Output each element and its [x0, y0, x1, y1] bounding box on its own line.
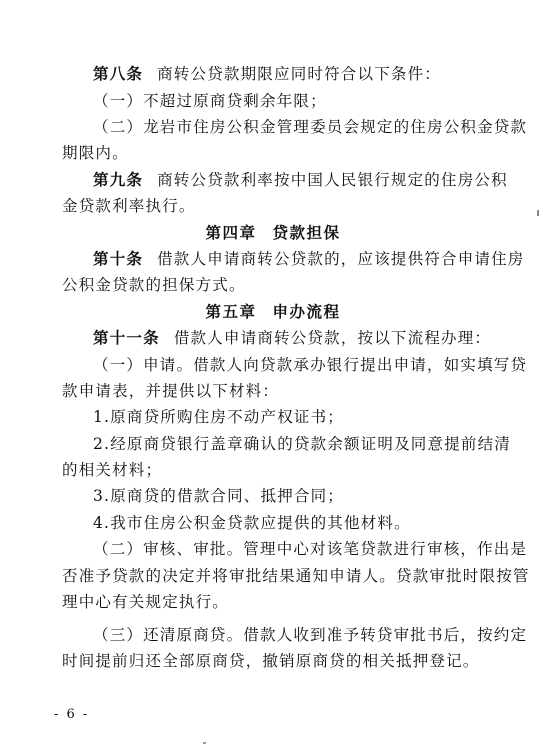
article-9-text: 商转公贷款利率按中国人民银行规定的住房公积	[157, 171, 508, 189]
chapter-4-number: 第四章	[205, 223, 257, 242]
article-11-step-1-line-2: 款申请表，并提供以下材料：	[62, 382, 280, 400]
article-11-label: 第十一条	[93, 328, 160, 347]
article-10-label: 第十条	[93, 249, 144, 268]
article-8-item-1: （一）不超过原商贷剩余年限；	[93, 92, 327, 110]
article-8-label: 第八条	[93, 64, 144, 83]
article-9-label: 第九条	[93, 170, 144, 189]
chapter-5-number: 第五章	[205, 302, 257, 321]
article-9-line	[93, 170, 508, 190]
article-11-text: 借款人申请商转公贷款，按以下流程办理：	[173, 329, 492, 347]
material-1: 1.原商贷所购住房不动产权证书；	[93, 408, 344, 426]
article-8-item-2-line-1: （二）龙岩市住房公积金管理委员会规定的住房公积金贷款	[93, 118, 528, 136]
scan-dot	[203, 742, 206, 744]
chapter-5-title: 申办流程	[272, 302, 341, 321]
article-11-step-2-line-2: 否准予贷款的决定并将审批结果通知申请人。贷款审批时限按管	[62, 567, 530, 585]
article-11-line	[93, 328, 491, 348]
article-11-step-2-line-1: （二）审核、审批。管理中心对该笔贷款进行审核，作出是	[93, 540, 528, 558]
article-10-line-2: 公积金贷款的担保方式。	[62, 276, 246, 294]
material-2-line-2: 的相关材料；	[62, 461, 163, 479]
article-11-step-3-line-1: （三）还清原商贷。借款人收到准予转贷审批书后，按约定	[93, 626, 528, 644]
material-3: 3.原商贷的借款合同、抵押合同；	[93, 487, 344, 505]
article-11-step-3-line-2: 时间提前归还全部原商贷，撤销原商贷的相关抵押登记。	[62, 652, 480, 670]
scan-mark	[537, 210, 539, 216]
material-4: 4.我市住房公积金贷款应提供的其他材料。	[93, 514, 411, 532]
article-11-step-2-line-3: 理中心有关规定执行。	[62, 593, 230, 611]
material-2-line-1: 2.经原商贷银行盖章确认的贷款余额证明及同意提前结清	[93, 435, 511, 453]
page-number: - 6 -	[54, 707, 90, 722]
chapter-4-heading	[0, 223, 546, 243]
chapter-4-title: 贷款担保	[272, 223, 341, 242]
article-8-item-2-line-2: 期限内。	[62, 144, 129, 162]
article-10-text: 借款人申请商转公贷款的，应该提供符合申请住房	[157, 250, 525, 268]
chapter-5-heading	[0, 302, 546, 322]
article-9-line-2: 金贷款利率执行。	[62, 197, 196, 215]
article-10-line	[93, 249, 525, 269]
article-11-step-1-line-1: （一）申请。借款人向贷款承办银行提出申请，如实填写贷	[93, 356, 528, 374]
article-8-text: 商转公贷款期限应同时符合以下条件：	[157, 65, 442, 83]
article-8-line	[93, 64, 441, 84]
